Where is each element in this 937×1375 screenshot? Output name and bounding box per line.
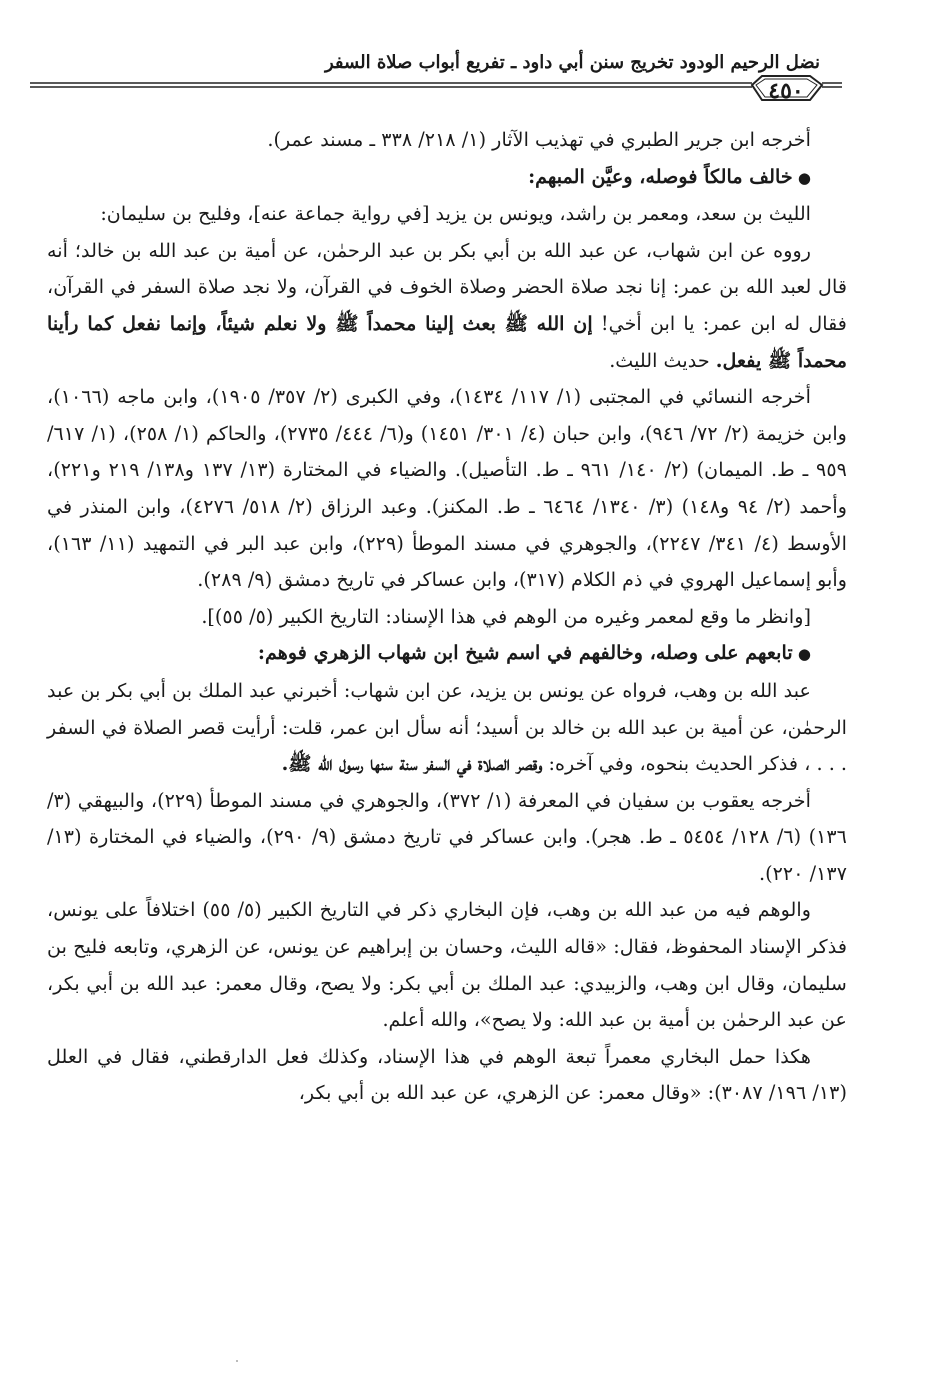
- paragraph-p7: [47, 635, 847, 673]
- bold-text-segment: خالف مالكاً فوصله، وعيَّن المبهم:: [528, 164, 793, 188]
- text-segment: حديث الليث.: [609, 348, 716, 372]
- text-segment: رووه عن ابن شهاب، عن عبد الله بن أبي بكر بن عبد الرحمٰن، عن أمية بن عبد الله بن خالد؛ أنه قال لعبد الله بن عمر: إنا نجد صلاة الحضر وصلاة الخوف في القرآن، ولا نجد صلاة السفر في القرآن، فقال له ابن عمر: يا ابن أخي!: [47, 238, 847, 335]
- text-segment: [وانظر ما وقع لمعمر وغيره من الوهم في هذا الإسناد: التاريخ الكبير (٥/ ٥٥)].: [201, 604, 811, 628]
- text-segment: عبد الله بن وهب، فرواه عن يونس بن يزيد، عن ابن شهاب: أخبرني عبد الملك بن أبي بكر بن عبد الرحمٰن، عن أمية بن عبد الله بن خالد بن أسيد؛ أنه سأل ابن عمر، قلت: أرأيت قصر الصلاة في السفر . . . ، فذكر الحديث بنحوه، وفي آخره:: [47, 678, 847, 776]
- paragraph-p1: [47, 122, 847, 159]
- paragraph-p6: [47, 599, 847, 636]
- page-number: ٤٥٠: [768, 78, 804, 104]
- text-segment: أخرجه ابن جرير الطبري في تهذيب الآثار (١/ ٢١٨/ ٣٣٨ ـ مسند عمر).: [267, 128, 811, 151]
- text-segment: هكذا حمل البخاري معمراً تبعة الوهم في هذا الإسناد، وكذلك فعل الدارقطني، فقال في العلل (١٣/ ١٩٦/ ٣٠٨٧): «وقال معمر: عن الزهري، عن عبد الله بن أبي بكر،: [47, 1044, 847, 1105]
- text-segment: والوهم فيه من عبد الله بن وهب، فإن البخاري ذكر في التاريخ الكبير (٥/ ٥٥) اختلافاً على يونس، فذكر الإسناد المحفوظ، فقال: «قاله الليث، وحسان بن إبراهيم عن يونس، عن الزهري، وتابعه فليح بن سليمان، وقال ابن وهب، والزبيدي: عبد الملك بن أبي بكر: ولا يصح، وقال معمر: عبد الله بن أبي بكر، عن عبد الرحمٰن بن أمية بن عبد الله: ولا يصح»، والله أعلم.: [47, 898, 847, 1032]
- text-segment: أخرجه يعقوب بن سفيان في المعرفة (١/ ٣٧٢)، والجوهري في مسند الموطأ (٢٢٩)، والبيهقي (٣/ ١٣٦) (٦/ ١٢٨/ ٥٤٥٤ ـ ط. هجر). وابن عساكر في تاريخ دمشق (٩/ ٢٩٠)، والضياء في المختارة (١٣/ ١٣٧/ ٢٢٠).: [47, 788, 847, 885]
- paragraph-p11: [47, 1039, 847, 1112]
- text-segment: أخرجه النسائي في المجتبى (١/ ١١٧/ ١٤٣٤)، وفي الكبرى (٢/ ٣٥٧/ ١٩٠٥)، وابن ماجه (١٠٦٦)، وابن خزيمة (٢/ ٧٢/ ٩٤٦)، وابن حبان (٤/ ٣٠١/ ١٤٥١) و(٦/ ٤٤٤/ ٢٧٣٥)، والحاكم (١/ ٢٥٨)، (١/ ٦١٧/ ٩٥٩ ـ ط. الميمان) (٢/ ١٤٠/ ٩٦١ ـ ط. التأصيل). والضياء في المختارة (١٣/ ١٣٧ و١٣٨/ ٢١٩ و٢٢١)، وأحمد (٢/ ٩٤ و١٤٨) (٣/ ١٣٤٠/ ٦٤٦٤ ـ ط. المكنز). وعبد الرزاق (٢/ ٥١٨/ ٤٢٧٦)، وابن المنذر في الأوسط (٤/ ٣٤١/ ٢٢٤٧)، والجوهري في مسند الموطأ (٢٢٩)، وابن عبد البر في التمهيد (١١/ ١٦٣)، وأبو إسماعيل الهروي في ذم الكلام (٣١٧)، وابن عساكر في تاريخ دمشق (٩/ ٢٨٩).: [47, 385, 848, 592]
- running-header-title: نضل الرحيم الودود تخريج سنن أبي داود ـ تفريع أبواب صلاة السفر: [325, 52, 820, 73]
- paragraph-p5: [47, 379, 847, 599]
- paragraph-p9: [47, 783, 847, 893]
- paragraph-p3: [47, 196, 847, 233]
- page-body-text: [47, 122, 847, 1112]
- scan-speck: [236, 1360, 238, 1362]
- paragraph-p4: [47, 233, 847, 379]
- bold-text-segment: وقصر الصلاة في السفر سنة سنها رسول الله ﷺ.: [281, 752, 543, 776]
- paragraph-p8: [47, 673, 847, 783]
- text-segment: الليث بن سعد، ومعمر بن راشد، ويونس بن يزيد [في رواية جماعة عنه]، وفليح بن سليمان:: [100, 202, 811, 226]
- paragraph-p10: [47, 892, 847, 1038]
- bold-text-segment: إن الله ﷺ بعث إلينا محمداً ﷺ ولا نعلم شيئاً، وإنما نفعل كما رأينا محمداً ﷺ يفعل.: [47, 311, 847, 372]
- paragraph-p2: [47, 159, 847, 197]
- bold-text-segment: تابعهم على وصله، وخالفهم في اسم شيخ ابن شهاب الزهري فوهم:: [257, 641, 793, 665]
